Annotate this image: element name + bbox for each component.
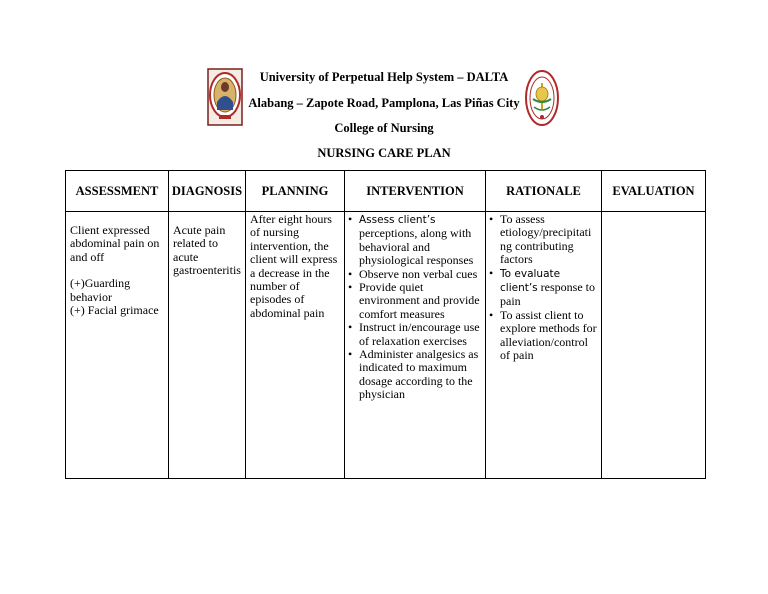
list-item [348, 268, 483, 281]
diagnosis-cell: Acute pain related to acute gastroenteritis [169, 212, 246, 479]
list-item [489, 213, 599, 267]
intervention-cell [345, 212, 486, 479]
assessment-cue: (+) Facial grimace [70, 303, 159, 318]
list-item [348, 213, 483, 268]
list-item [348, 348, 483, 402]
rationale-lead: To evaluate client’s [500, 267, 561, 295]
column-header-diagnosis: DIAGNOSIS [169, 171, 246, 212]
column-header-evaluation: EVALUATION [602, 171, 706, 212]
intervention-text: Observe non verbal cues [359, 266, 478, 281]
list-item [348, 281, 483, 321]
intervention-lead: Assess client’s [359, 214, 436, 226]
university-address: Alabang – Zapote Road, Pamplona, Las Piñas City [248, 96, 520, 110]
nursing-care-plan-table [65, 170, 706, 479]
column-header-rationale: RATIONALE [486, 171, 602, 212]
assessment-subjective: Client expressed abdominal pain on and off [70, 223, 160, 264]
university-seal-logo [207, 68, 243, 126]
evaluation-cell [602, 212, 706, 479]
column-header-planning: PLANNING [246, 171, 345, 212]
list-item [489, 267, 599, 309]
assessment-cell [66, 212, 169, 479]
rationale-cell [486, 212, 602, 479]
document-title: NURSING CARE PLAN [317, 146, 451, 160]
college-seal-logo [524, 69, 560, 127]
intervention-text: Administer analgesics as indicated to maximum dosage according to the physician [359, 347, 479, 402]
college-name: College of Nursing [334, 121, 434, 135]
intervention-text: Instruct in/encourage use of relaxation exercises [359, 320, 480, 348]
intervention-text: Provide quiet environment and provide comfort measures [359, 280, 480, 321]
table-header-row [66, 171, 706, 212]
assessment-cue: (+)Guarding behavior [70, 276, 131, 304]
rationale-text: To assist client to explore methods for alleviation/control of pain [500, 307, 597, 363]
column-header-assessment: ASSESSMENT [66, 171, 169, 212]
list-item [348, 321, 483, 348]
table-row [66, 212, 706, 479]
university-name: University of Perpetual Help System – DALTA [259, 70, 509, 84]
intervention-text: perceptions, along with behavioral and physiological responses [359, 226, 474, 268]
rationale-text: To assess etiology/precipitati ng contributing factors [500, 212, 592, 267]
planning-cell: After eight hours of nursing intervention, the client will express a decrease in the number of episodes of abdominal pain [246, 212, 345, 479]
list-item [489, 309, 599, 363]
rationale-text: response to pain [500, 280, 595, 309]
column-header-intervention: INTERVENTION [345, 171, 486, 212]
